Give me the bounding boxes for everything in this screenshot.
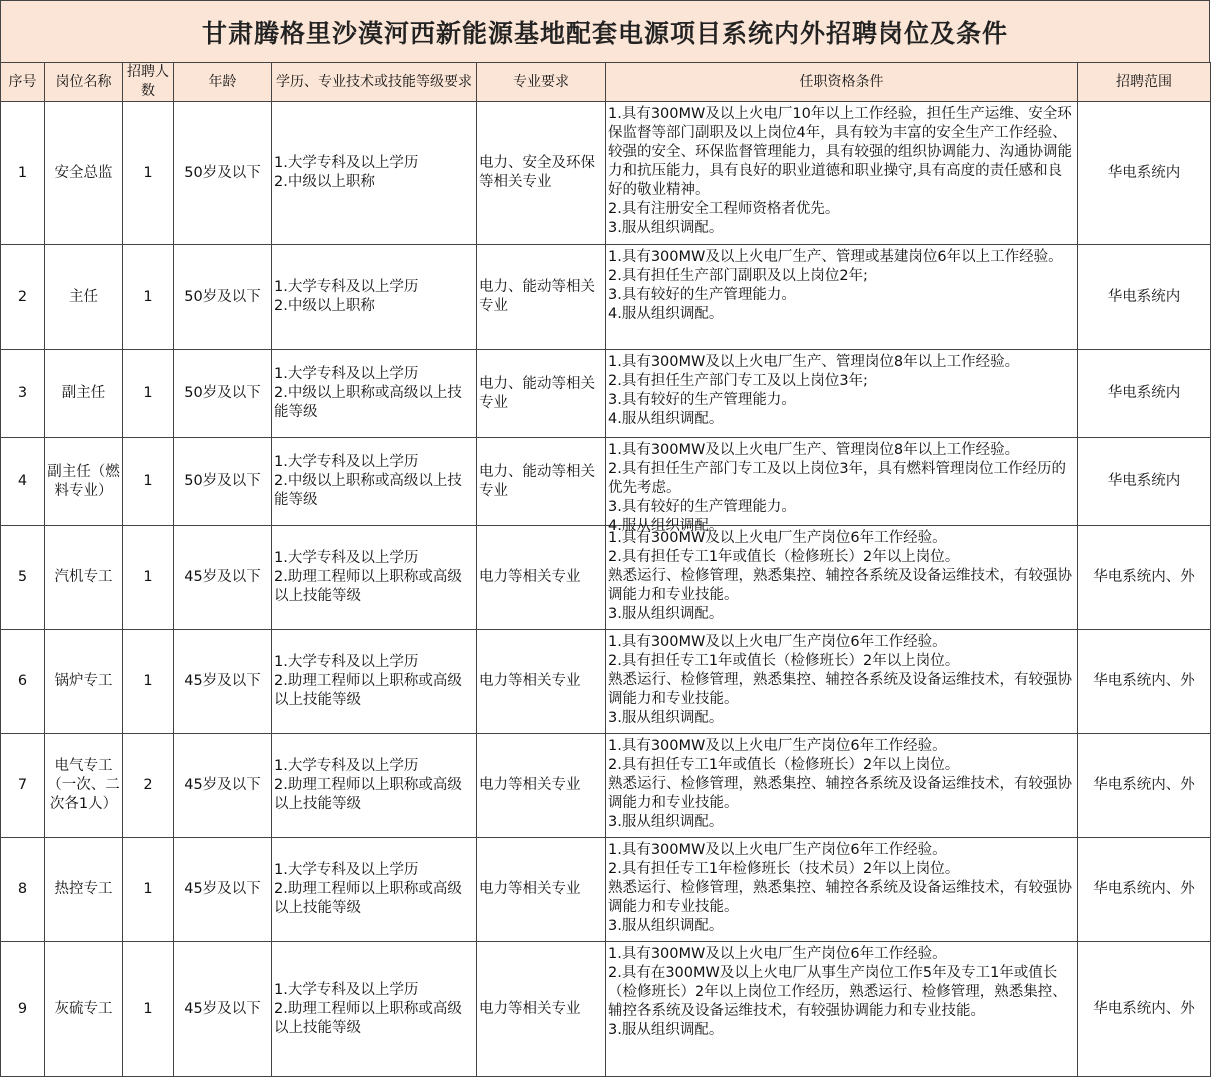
requirement-line: 1.具有300MW及以上火电厂生产岗位6年工作经验。 [608, 738, 947, 754]
edu-line: 1.大学专科及以上学历 [274, 654, 419, 670]
cell-edu [272, 630, 477, 734]
requirement-line: 2.具有担任专工1年或值长（检修班长）2年以上岗位。 [608, 549, 960, 565]
edu-line: 2.中级以上职称或高级以上技能等级 [274, 473, 462, 508]
cell-edu [272, 734, 477, 838]
cell-major: 电力、安全及环保等相关专业 [477, 102, 606, 245]
cell-no: 5 [1, 526, 45, 630]
cell-major: 电力等相关专业 [477, 942, 606, 1077]
requirement-line: 3.服从组织调配。 [608, 814, 724, 830]
cell-age: 45岁及以下 [174, 526, 272, 630]
requirement-line: 4.服从组织调配。 [608, 411, 724, 427]
cell-post: 热控专工 [45, 838, 123, 942]
table-row [1, 630, 1211, 734]
sheet-title: 甘肃腾格里沙漠河西新能源基地配套电源项目系统内外招聘岗位及条件 [0, 0, 1210, 62]
requirements-text [608, 737, 1075, 832]
requirements-text [608, 441, 1075, 534]
cell-major: 电力等相关专业 [477, 526, 606, 630]
cell-edu [272, 245, 477, 350]
cell-age: 45岁及以下 [174, 630, 272, 734]
cell-count: 2 [123, 734, 174, 838]
edu-line: 1.大学专科及以上学历 [274, 155, 419, 171]
cell-requirements [606, 102, 1078, 245]
cell-no: 2 [1, 245, 45, 350]
cell-major: 电力等相关专业 [477, 630, 606, 734]
requirements-text [608, 353, 1075, 429]
cell-age: 45岁及以下 [174, 838, 272, 942]
requirement-line: 4.服从组织调配。 [608, 518, 724, 534]
recruitment-table [0, 62, 1211, 1077]
cell-scope: 华电系统内 [1078, 350, 1211, 438]
requirement-line: 1.具有300MW及以上火电厂生产、管理或基建岗位6年以上工作经验。 [608, 249, 1063, 265]
cell-post: 安全总监 [45, 102, 123, 245]
cell-scope: 华电系统内 [1078, 438, 1211, 526]
cell-post: 副主任（燃料专业） [45, 438, 123, 526]
header-edu: 学历、专业技术或技能等级要求 [272, 63, 477, 102]
cell-major: 电力、能动等相关专业 [477, 350, 606, 438]
cell-edu [272, 942, 477, 1077]
edu-line: 1.大学专科及以上学历 [274, 981, 419, 998]
cell-no: 6 [1, 630, 45, 734]
cell-count: 1 [123, 630, 174, 734]
requirement-line: 2.具有在300MW及以上火电厂从事生产岗位工作5年及专工1年或值长（检修班长）2年以上岗位工作经历，熟悉运行、检修管理，熟悉集控、辅控各系统及设备运维技术，有较强协调能力和专业技能。 [608, 965, 1067, 1019]
cell-no: 4 [1, 438, 45, 526]
cell-age: 45岁及以下 [174, 942, 272, 1077]
cell-scope: 华电系统内、外 [1078, 838, 1211, 942]
cell-scope: 华电系统内、外 [1078, 526, 1211, 630]
cell-major: 电力等相关专业 [477, 734, 606, 838]
requirement-line: 2.具有担任生产部门专工及以上岗位3年，具有燃料管理岗位工作经历的优先考虑。 [608, 461, 1067, 496]
cell-no: 7 [1, 734, 45, 838]
header-row [1, 63, 1211, 102]
table-row [1, 838, 1211, 942]
requirement-line: 熟悉运行、检修管理，熟悉集控、辅控各系统及设备运维技术，有较强协调能力和专业技能。 [608, 672, 1072, 707]
cell-age: 50岁及以下 [174, 438, 272, 526]
requirement-line: 熟悉运行、检修管理，熟悉集控、辅控各系统及设备运维技术，有较强协调能力和专业技能。 [608, 568, 1072, 603]
edu-line: 2.助理工程师以上职称或高级以上技能等级 [274, 569, 462, 604]
table-row [1, 102, 1211, 245]
requirement-line: 3.服从组织调配。 [608, 710, 724, 726]
edu-line: 2.助理工程师以上职称或高级以上技能等级 [274, 881, 462, 916]
requirement-line: 2.具有注册安全工程师资格者优先。 [608, 201, 840, 217]
requirement-line: 3.服从组织调配。 [608, 220, 724, 236]
requirement-line: 2.具有担任生产部门专工及以上岗位3年; [608, 373, 868, 389]
cell-count: 1 [123, 102, 174, 245]
edu-line: 1.大学专科及以上学历 [274, 366, 419, 382]
table-row [1, 526, 1211, 630]
cell-no: 9 [1, 942, 45, 1077]
header-requirements: 任职资格条件 [606, 63, 1078, 102]
requirement-line: 熟悉运行、检修管理，熟悉集控、辅控各系统及设备运维技术，有较强协调能力和专业技能。 [608, 776, 1072, 811]
cell-edu [272, 438, 477, 526]
cell-requirements [606, 350, 1078, 438]
cell-no: 3 [1, 350, 45, 438]
cell-count: 1 [123, 350, 174, 438]
requirements-text [608, 633, 1075, 728]
requirement-line: 3.服从组织调配。 [608, 918, 724, 934]
requirement-line: 熟悉运行、检修管理，熟悉集控、辅控各系统及设备运维技术，有较强协调能力和专业技能。 [608, 880, 1072, 915]
requirement-line: 3.具有较好的生产管理能力。 [608, 499, 796, 515]
edu-line: 2.中级以上职称 [274, 174, 375, 190]
cell-post: 锅炉专工 [45, 630, 123, 734]
header-age: 年龄 [174, 63, 272, 102]
requirement-line: 2.具有担任专工1年或值长（检修班长）2年以上岗位。 [608, 653, 960, 669]
edu-line: 2.助理工程师以上职称或高级以上技能等级 [274, 673, 462, 708]
requirement-line: 2.具有担任生产部门副职及以上岗位2年; [608, 268, 868, 284]
cell-post: 电气专工（一次、二次各1人） [45, 734, 123, 838]
header-count: 招聘人数 [123, 63, 174, 102]
header-major: 专业要求 [477, 63, 606, 102]
edu-line: 1.大学专科及以上学历 [274, 279, 419, 295]
requirement-line: 3.服从组织调配。 [608, 606, 724, 622]
edu-line: 1.大学专科及以上学历 [274, 758, 419, 774]
cell-edu [272, 350, 477, 438]
edu-line: 2.中级以上职称或高级以上技能等级 [274, 385, 462, 420]
requirement-line: 1.具有300MW及以上火电厂生产岗位6年工作经验。 [608, 530, 947, 546]
requirements-text [608, 248, 1075, 324]
cell-major: 电力等相关专业 [477, 838, 606, 942]
requirement-line: 2.具有担任专工1年或值长（检修班长）2年以上岗位。 [608, 757, 960, 773]
cell-requirements [606, 942, 1078, 1077]
cell-post: 副主任 [45, 350, 123, 438]
cell-requirements [606, 438, 1078, 534]
requirement-line: 3.具有较好的生产管理能力。 [608, 392, 796, 408]
edu-line: 2.助理工程师以上职称或高级以上技能等级 [274, 1000, 462, 1036]
edu-line: 2.中级以上职称 [274, 298, 375, 314]
table-row [1, 942, 1211, 1077]
cell-count: 1 [123, 438, 174, 526]
table-row [1, 350, 1211, 438]
table-row [1, 438, 1211, 526]
requirement-line: 1.具有300MW及以上火电厂生产岗位6年工作经验。 [608, 842, 947, 858]
cell-age: 50岁及以下 [174, 245, 272, 350]
header-post: 岗位名称 [45, 63, 123, 102]
requirements-text [608, 105, 1075, 238]
requirement-line: 1.具有300MW及以上火电厂生产岗位6年工作经验。 [608, 634, 947, 650]
cell-scope: 华电系统内、外 [1078, 734, 1211, 838]
cell-scope: 华电系统内 [1078, 245, 1211, 350]
cell-requirements [606, 838, 1078, 942]
table-row [1, 245, 1211, 350]
cell-age: 45岁及以下 [174, 734, 272, 838]
cell-count: 1 [123, 526, 174, 630]
requirement-line: 4.服从组织调配。 [608, 306, 724, 322]
edu-line: 2.助理工程师以上职称或高级以上技能等级 [274, 777, 462, 812]
cell-post: 汽机专工 [45, 526, 123, 630]
requirement-line: 2.具有担任专工1年检修班长（技术员）2年以上岗位。 [608, 861, 960, 877]
requirement-line: 1.具有300MW及以上火电厂10年以上工作经验，担任生产运维、安全环保监督等部门副职及以上岗位4年，具有较为丰富的安全生产工作经验、较强的安全、环保监督管理能力，具有较强的组织协调能力、沟通协调能力和抗压能力，具有良好的职业道德和职业操守,具有高度的责任感和良好的敬业精神。 [608, 106, 1072, 198]
cell-count: 1 [123, 245, 174, 350]
cell-no: 1 [1, 102, 45, 245]
requirements-text [608, 945, 1075, 1040]
requirement-line: 1.具有300MW及以上火电厂生产、管理岗位8年以上工作经验。 [608, 354, 1020, 370]
cell-major: 电力、能动等相关专业 [477, 245, 606, 350]
requirements-text [608, 529, 1075, 624]
cell-age: 50岁及以下 [174, 102, 272, 245]
cell-age: 50岁及以下 [174, 350, 272, 438]
cell-edu [272, 838, 477, 942]
cell-requirements [606, 245, 1078, 350]
cell-edu [272, 526, 477, 630]
edu-line: 1.大学专科及以上学历 [274, 550, 419, 566]
cell-edu [272, 102, 477, 245]
requirement-line: 1.具有300MW及以上火电厂生产、管理岗位8年以上工作经验。 [608, 442, 1020, 458]
cell-scope: 华电系统内、外 [1078, 630, 1211, 734]
cell-post: 主任 [45, 245, 123, 350]
cell-post: 灰硫专工 [45, 942, 123, 1077]
cell-no: 8 [1, 838, 45, 942]
edu-line: 1.大学专科及以上学历 [274, 862, 419, 878]
cell-requirements [606, 630, 1078, 734]
cell-requirements [606, 526, 1078, 630]
cell-scope: 华电系统内、外 [1078, 942, 1211, 1077]
table-row [1, 734, 1211, 838]
edu-line: 1.大学专科及以上学历 [274, 454, 419, 470]
cell-requirements [606, 734, 1078, 838]
cell-count: 1 [123, 942, 174, 1077]
requirement-line: 1.具有300MW及以上火电厂生产岗位6年工作经验。 [608, 946, 947, 962]
header-no: 序号 [1, 63, 45, 102]
header-scope: 招聘范围 [1078, 63, 1211, 102]
requirement-line: 3.具有较好的生产管理能力。 [608, 287, 796, 303]
cell-scope: 华电系统内 [1078, 102, 1211, 245]
requirements-text [608, 841, 1075, 936]
cell-count: 1 [123, 838, 174, 942]
requirement-line: 3.服从组织调配。 [608, 1022, 724, 1038]
cell-major: 电力、能动等相关专业 [477, 438, 606, 526]
